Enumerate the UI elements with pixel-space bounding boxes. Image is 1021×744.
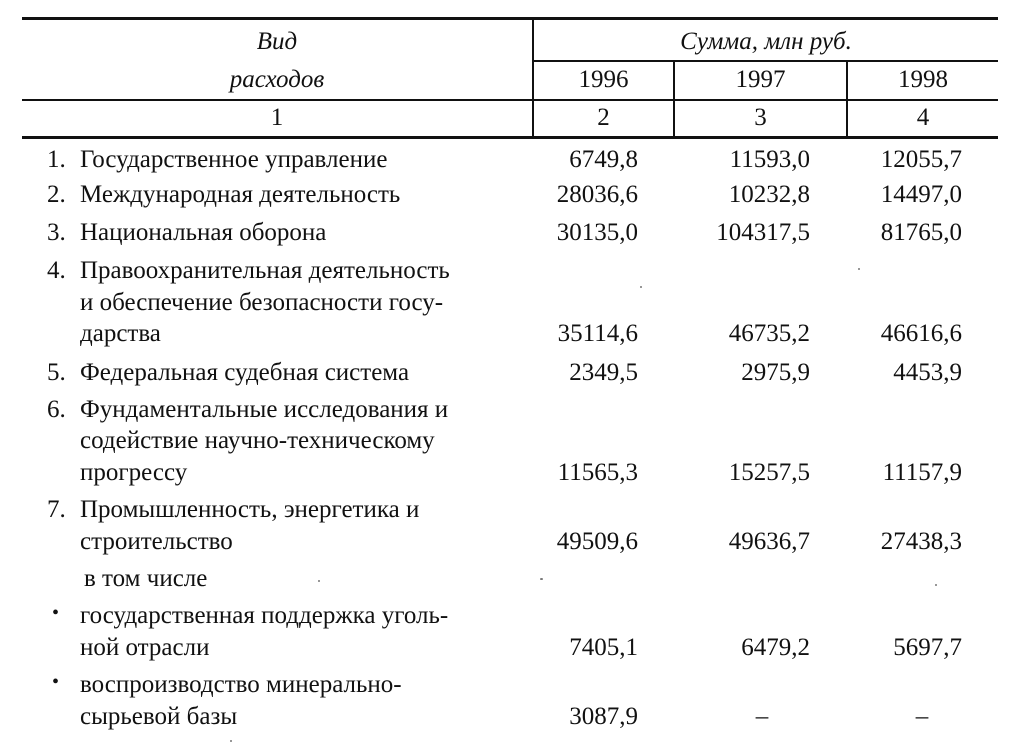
value-cell-1997: 104317,5 [716,219,810,246]
value-cell-1996: 28036,6 [556,181,638,208]
scan-speck [318,580,320,582]
value-cell-1997: 10232,8 [728,181,810,208]
value-cell-1997: 15257,5 [728,459,810,486]
expense-label-line: дарства [80,320,161,347]
row-number: 3. [47,219,66,246]
scan-speck [935,584,937,586]
expense-label-line: государственная поддержка уголь- [80,602,449,629]
header-type-line1: Вид [256,28,298,55]
value-cell-1997: 11593,0 [729,146,810,173]
value-cell-1996: 2349,5 [569,359,638,386]
value-cell-1998: 4453,9 [893,359,962,386]
expense-label-line: и обеспечение безопасности госу- [80,289,444,316]
value-cell-1997: 6479,2 [741,634,810,661]
expense-label-line: Международная деятельность [80,181,401,208]
row-number: 2. [47,181,66,208]
header-year-1998: 1998 [898,66,948,93]
value-cell-1996: 3087,9 [569,703,638,730]
scan-speck [858,268,860,270]
expense-label-line: Государственное управление [80,146,388,173]
value-cell-1996: 49509,6 [556,528,638,555]
header-type-line2: расходов [229,66,325,93]
scan-speck [230,740,232,742]
value-cell-1996: 6749,8 [569,146,638,173]
value-cell-1998: – [915,703,929,730]
row-number: 6. [47,396,66,423]
expense-label-line: Федеральная судебная система [80,359,410,386]
column-number-3: 3 [754,104,767,131]
value-cell-1998: 27438,3 [880,528,962,555]
value-cell-1998: 11157,9 [882,459,962,486]
value-cell-1997: – [755,703,769,730]
column-numbers-rule [22,136,998,139]
header-rule [22,99,998,101]
value-cell-1997: 49636,7 [728,528,810,555]
value-cell-1996: 11565,3 [557,459,638,486]
value-cell-1996: 35114,6 [557,320,638,347]
value-cell-1998: 12055,7 [880,146,962,173]
expense-label-line: Фундаментальные исследования и [80,396,449,423]
value-cell-1998: 14497,0 [880,181,962,208]
expense-label-line: сырьевой базы [80,703,238,730]
row-number: 5. [47,359,66,386]
expense-label-line: Промышленность, энергетика и [80,496,420,523]
scan-speck [540,578,543,580]
expense-label-line: в том числе [84,565,208,592]
row-number: 4. [47,257,66,284]
value-cell-1996: 7405,1 [569,634,638,661]
column-number-2: 2 [597,104,610,131]
expense-label-line: воспроизводство минерально- [80,671,402,698]
expense-label-line: Правоохранительная деятельность [80,257,450,284]
row-number: 7. [47,496,66,523]
year-rule [533,60,998,62]
header-year-1996: 1996 [578,66,629,93]
row-number: 1. [47,146,66,173]
header-sum-title: Сумма, млн руб. [680,28,852,55]
bullet-marker: • [52,602,60,624]
expense-label-line: прогрессу [80,459,188,486]
value-cell-1998: 5697,7 [893,634,962,661]
bullet-marker: • [52,671,60,693]
column-number-4: 4 [916,104,930,131]
value-cell-1997: 2975,9 [741,359,810,386]
expense-label-line: строительство [80,528,233,555]
header-year-1997: 1997 [735,66,786,93]
value-cell-1997: 46735,2 [728,320,810,347]
column-number-1: 1 [270,104,284,131]
value-cell-1996: 30135,0 [556,219,638,246]
scan-speck [640,286,642,288]
value-cell-1998: 81765,0 [880,219,962,246]
expense-label-line: содействие научно-техническому [80,427,435,454]
expense-label-line: Национальная оборона [80,219,327,246]
value-cell-1998: 46616,6 [880,320,962,347]
expense-label-line: ной отрасли [80,634,210,661]
table-top-rule [22,17,998,20]
